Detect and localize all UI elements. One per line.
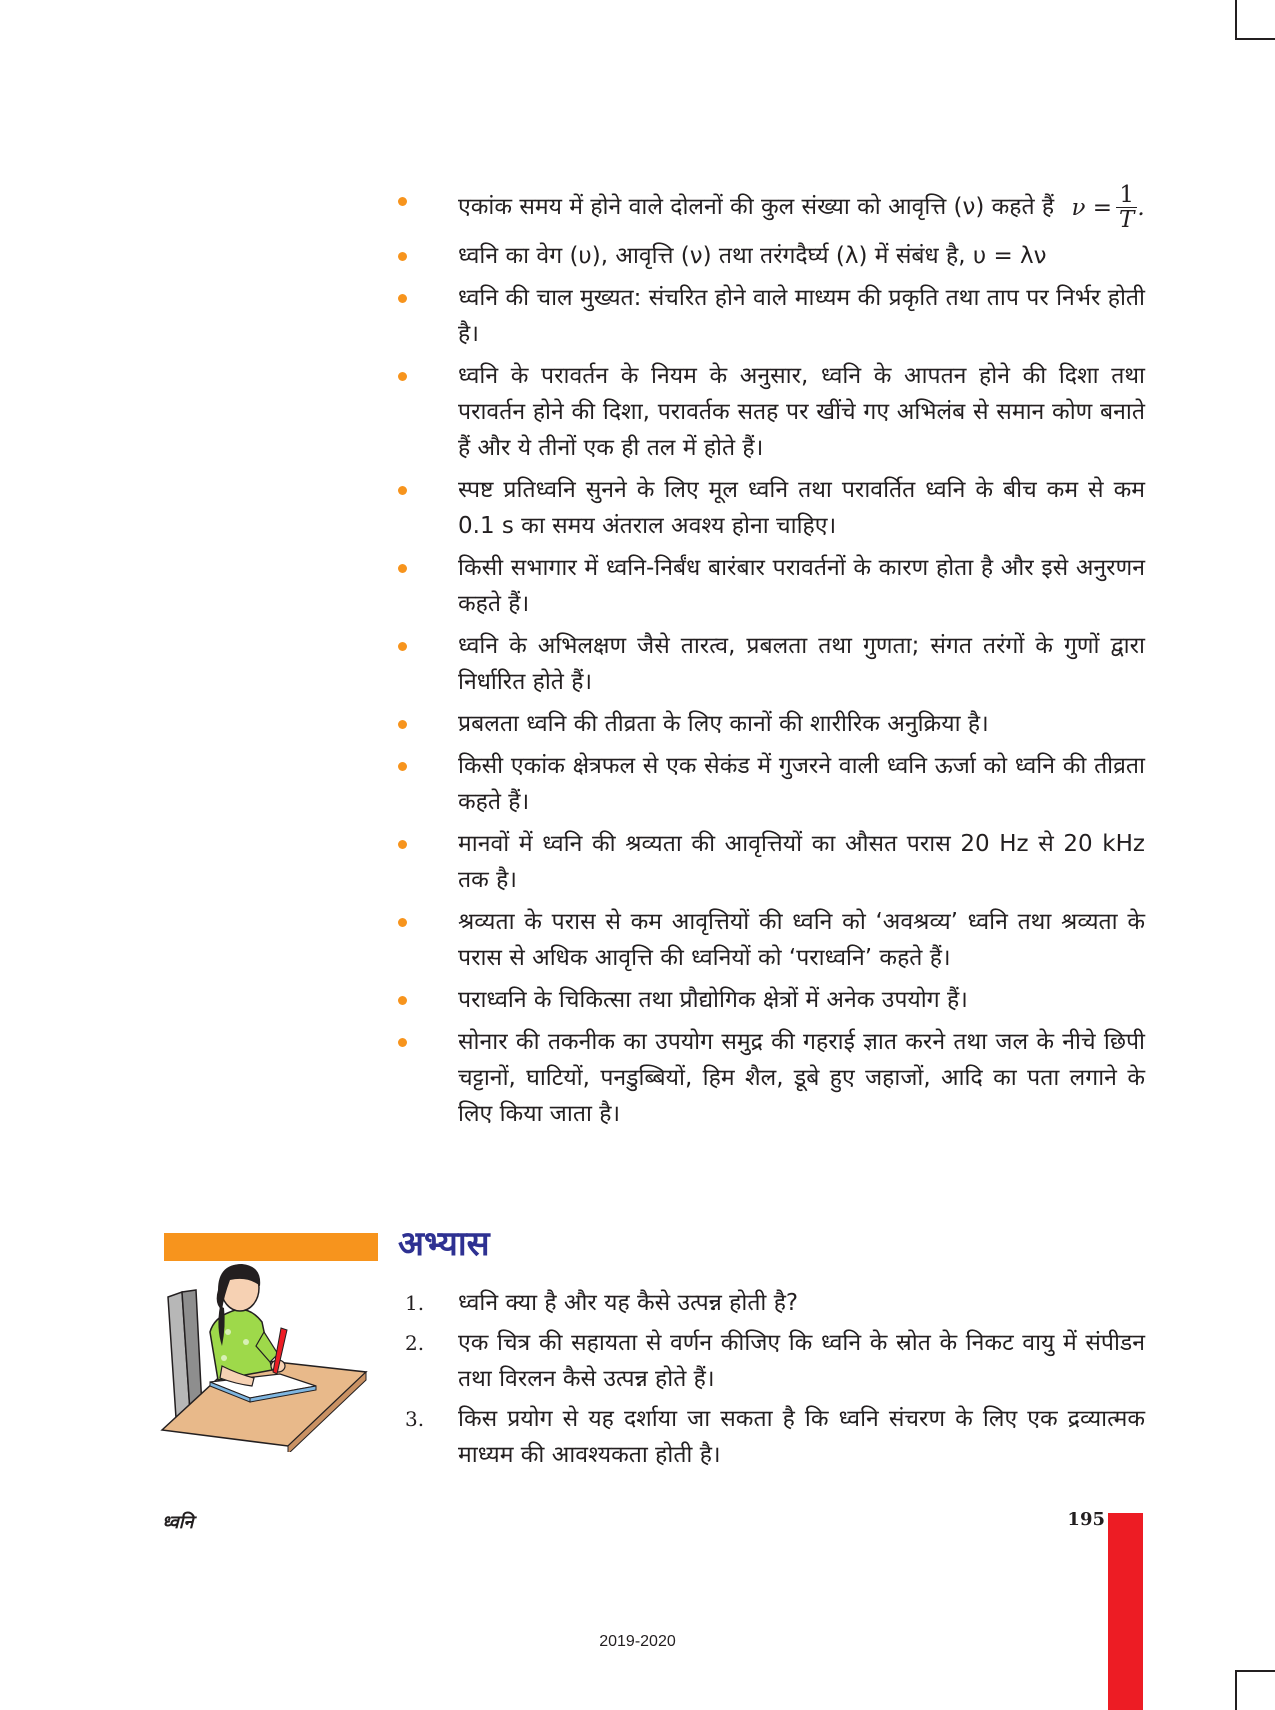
bullet-text: सोनार की तकनीक का उपयोग समुद्र की गहराई ज्ञात करने तथा जल के नीचे छिपी चट्टानों, घाटियों, पनडुब्बियों, हिम शैल, डूबे हुए जहाजों, आदि का पता लगाने के लिए किया जाता है। [458, 1029, 1145, 1127]
bullet-dot-icon [398, 1038, 407, 1047]
question-number: 2. [405, 1331, 425, 1355]
bullet-text: मानवों में ध्वनि की श्रव्यता की आवृत्तियों का औसत परास 20 Hz से 20 kHz तक है। [458, 831, 1145, 893]
formula-trail: . [1137, 194, 1145, 221]
bullet-item [390, 706, 1145, 742]
bullet-item [390, 826, 1145, 898]
bullet-item [390, 748, 1145, 820]
bullet-text: पराध्वनि के चिकित्सा तथा प्रौद्योगिक क्षेत्रों में अनेक उपयोग हैं। [458, 987, 968, 1013]
bullet-dot-icon [398, 918, 407, 927]
bullet-dot-icon [398, 372, 407, 381]
bullet-item [390, 628, 1145, 700]
bullet-item [390, 472, 1145, 544]
summary-section [390, 183, 1145, 1138]
page-number: 195 [1067, 1509, 1105, 1530]
bullet-text: ध्वनि की चाल मुख्यत: संचरित होने वाले माध्यम की प्रकृति तथा ताप पर निर्भर होती है। [458, 285, 1145, 347]
bullet-item [390, 183, 1145, 232]
bullet-item [390, 1024, 1145, 1132]
exercise-banner [164, 1233, 378, 1261]
bullet-text: किसी एकांक क्षेत्रफल से एक सेकंड में गुजरने वाली ध्वनि ऊर्जा को ध्वनि की तीव्रता कहते हैं। [458, 753, 1145, 815]
bullet-dot-icon [398, 840, 407, 849]
bullet-dot-icon [398, 252, 407, 261]
question-item [405, 1401, 1145, 1473]
crop-mark-top-right [1235, 0, 1275, 40]
bullet-item [390, 550, 1145, 622]
question-number: 3. [405, 1407, 425, 1431]
bullet-dot-icon [398, 564, 407, 573]
question-number: 1. [405, 1291, 425, 1315]
bullet-dot-icon [398, 294, 407, 303]
question-item [405, 1285, 1145, 1321]
summary-list [390, 183, 1145, 1132]
formula-fraction [1116, 183, 1137, 232]
bullet-dot-icon [398, 720, 407, 729]
formula-lhs: ν = [1071, 194, 1113, 221]
formula-denominator: T [1119, 207, 1135, 233]
chapter-name: ध्वनि [162, 1512, 194, 1533]
formula-numerator: 1 [1116, 183, 1137, 208]
bullet-item [390, 238, 1145, 274]
bullet-dot-icon [398, 197, 407, 206]
bullet-text: श्रव्यता के परास से कम आवृत्तियों की ध्वनि को ‘अवश्रव्य’ ध्वनि तथा श्रव्यता के परास से अधिक आवृत्ति की ध्वनियों को ‘पराध्वनि’ कहते हैं। [458, 909, 1145, 971]
bullet-text: एकांक समय में होने वाले दोलनों की कुल संख्या को आवृत्ति (ν) कहते हैं [458, 194, 1055, 220]
bullet-dot-icon [398, 762, 407, 771]
question-text: किस प्रयोग से यह दर्शाया जा सकता है कि ध्वनि संचरण के लिए एक द्रव्यात्मक माध्यम की आवश्यकता होती है। [458, 1406, 1145, 1468]
bullet-text: स्पष्ट प्रतिध्वनि सुनने के लिए मूल ध्वनि तथा परावर्तित ध्वनि के बीच कम से कम 0.1 s का समय अंतराल अवश्य होना चाहिए। [458, 477, 1145, 539]
bullet-text: ध्वनि का वेग (υ), आवृत्ति (ν) तथा तरंगदैर्घ्य (λ) में संबंध है, υ = λν [458, 243, 1047, 269]
bullet-item [390, 904, 1145, 976]
bullet-dot-icon [398, 996, 407, 1005]
bullet-text: ध्वनि के परावर्तन के नियम के अनुसार, ध्वनि के आपतन होने की दिशा तथा परावर्तन होने की दिशा, परावर्तक सतह पर खींचे गए अभिलंब से समान कोण बनाते हैं और ये तीनों एक ही तल में होते हैं। [458, 363, 1145, 461]
question-item [405, 1325, 1145, 1397]
bullet-text: ध्वनि के अभिलक्षण जैसे तारत्व, प्रबलता तथा गुणता; संगत तरंगों के गुणों द्वारा निर्धारित होते हैं। [458, 633, 1145, 695]
exercise-questions [405, 1285, 1145, 1477]
page-edge-tab [1108, 1513, 1143, 1710]
bullet-item [390, 358, 1145, 466]
frequency-formula [1071, 183, 1144, 232]
bullet-text: प्रबलता ध्वनि की तीव्रता के लिए कानों की शारीरिक अनुक्रिया है। [458, 711, 989, 737]
bullet-item [390, 280, 1145, 352]
crop-mark-bottom-right [1235, 1670, 1275, 1710]
bullet-dot-icon [398, 486, 407, 495]
bullet-text: किसी सभागार में ध्वनि-निर्बंध बारंबार परावर्तनों के कारण होता है और इसे अनुरणन कहते हैं। [458, 555, 1145, 617]
question-text: ध्वनि क्या है और यह कैसे उत्पन्न होती है? [458, 1290, 799, 1316]
student-writing-illustration [160, 1262, 370, 1452]
bullet-item [390, 982, 1145, 1018]
bullet-dot-icon [398, 642, 407, 651]
question-text: एक चित्र की सहायता से वर्णन कीजिए कि ध्वनि के स्रोत के निकट वायु में संपीडन तथा विरलन कैसे उत्पन्न होते हैं। [458, 1330, 1145, 1392]
exercise-title: अभ्यास [398, 1224, 490, 1264]
edition-year: 2019-2020 [599, 1633, 676, 1650]
